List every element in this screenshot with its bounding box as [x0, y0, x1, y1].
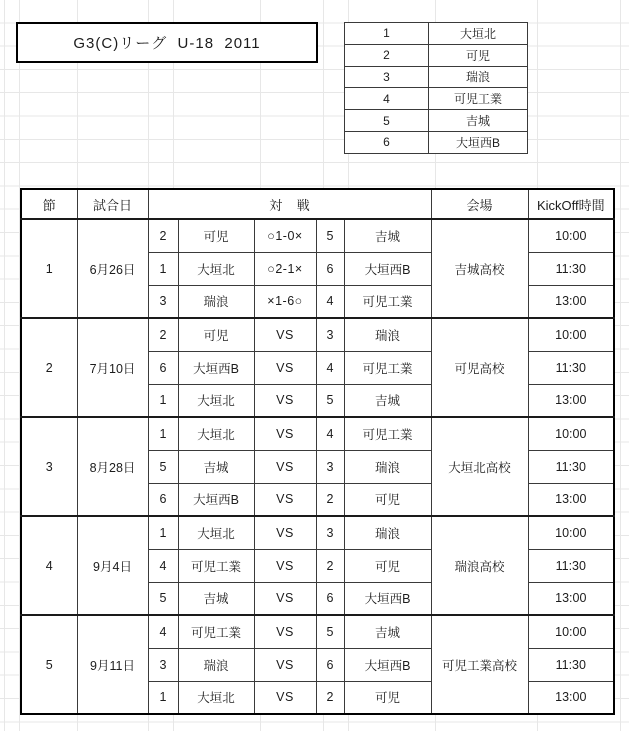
league-title-box [16, 22, 318, 63]
match-result: ○2-1× [254, 252, 316, 285]
match-result: ○1-0× [254, 219, 316, 252]
team-list-table [344, 22, 528, 154]
home-team-number: 1 [148, 681, 178, 714]
away-team-number: 3 [316, 516, 344, 549]
header-kickoff: KickOff時間 [528, 189, 614, 219]
away-team-number: 4 [316, 417, 344, 450]
kickoff-time: 11:30 [528, 450, 614, 483]
round-number: 3 [21, 417, 77, 516]
schedule-table [20, 188, 615, 715]
kickoff-time: 13:00 [528, 285, 614, 318]
home-team-name: 可児 [178, 318, 254, 351]
away-team-number: 4 [316, 351, 344, 384]
match-result: VS [254, 615, 316, 648]
home-team-name: 大垣北 [178, 417, 254, 450]
home-team-number: 5 [148, 582, 178, 615]
home-team-number: 6 [148, 483, 178, 516]
home-team-name: 大垣北 [178, 252, 254, 285]
away-team-name: 可児 [344, 483, 431, 516]
home-team-number: 4 [148, 615, 178, 648]
match-result: VS [254, 417, 316, 450]
away-team-name: 吉城 [344, 219, 431, 252]
away-team-name: 大垣西B [344, 252, 431, 285]
venue: 可児高校 [431, 318, 528, 417]
away-team-name: 瑞浪 [344, 318, 431, 351]
match-row [21, 219, 614, 252]
round-number: 1 [21, 219, 77, 318]
home-team-name: 大垣北 [178, 384, 254, 417]
home-team-number: 1 [148, 516, 178, 549]
match-date: 6月26日 [77, 219, 148, 318]
team-number: 1 [345, 23, 429, 45]
team-name: 可児工業 [429, 88, 528, 110]
match-row [21, 318, 614, 351]
round-number: 4 [21, 516, 77, 615]
team-number: 5 [345, 110, 429, 132]
kickoff-time: 13:00 [528, 384, 614, 417]
team-row [345, 110, 528, 132]
header-venue: 会場 [431, 189, 528, 219]
match-date: 9月11日 [77, 615, 148, 714]
kickoff-time: 10:00 [528, 615, 614, 648]
home-team-name: 可児工業 [178, 615, 254, 648]
round-number: 5 [21, 615, 77, 714]
kickoff-time: 11:30 [528, 351, 614, 384]
match-result: VS [254, 516, 316, 549]
away-team-number: 2 [316, 549, 344, 582]
away-team-number: 6 [316, 648, 344, 681]
match-row [21, 516, 614, 549]
home-team-name: 瑞浪 [178, 648, 254, 681]
kickoff-time: 13:00 [528, 483, 614, 516]
away-team-name: 可児工業 [344, 417, 431, 450]
home-team-name: 吉城 [178, 582, 254, 615]
kickoff-time: 10:00 [528, 417, 614, 450]
kickoff-time: 10:00 [528, 318, 614, 351]
away-team-name: 瑞浪 [344, 516, 431, 549]
away-team-number: 2 [316, 681, 344, 714]
home-team-number: 4 [148, 549, 178, 582]
schedule-header-row [21, 189, 614, 219]
home-team-name: 大垣北 [178, 681, 254, 714]
header-round: 節 [21, 189, 77, 219]
league-title: G3(C)リーグ U-18 2011 [73, 35, 261, 52]
away-team-number: 2 [316, 483, 344, 516]
kickoff-time: 13:00 [528, 681, 614, 714]
match-result: VS [254, 681, 316, 714]
away-team-number: 5 [316, 384, 344, 417]
home-team-name: 大垣西B [178, 351, 254, 384]
away-team-number: 3 [316, 450, 344, 483]
home-team-name: 大垣北 [178, 516, 254, 549]
away-team-name: 可児 [344, 681, 431, 714]
home-team-name: 可児工業 [178, 549, 254, 582]
team-name: 吉城 [429, 110, 528, 132]
away-team-number: 3 [316, 318, 344, 351]
home-team-name: 可児 [178, 219, 254, 252]
away-team-name: 大垣西B [344, 582, 431, 615]
match-result: VS [254, 582, 316, 615]
home-team-number: 2 [148, 318, 178, 351]
away-team-number: 5 [316, 219, 344, 252]
match-result: VS [254, 648, 316, 681]
match-result: ×1-6○ [254, 285, 316, 318]
home-team-number: 1 [148, 252, 178, 285]
away-team-name: 瑞浪 [344, 450, 431, 483]
round-number: 2 [21, 318, 77, 417]
venue: 瑞浪高校 [431, 516, 528, 615]
team-number: 2 [345, 44, 429, 66]
home-team-number: 6 [148, 351, 178, 384]
away-team-number: 5 [316, 615, 344, 648]
match-result: VS [254, 450, 316, 483]
match-date: 7月10日 [77, 318, 148, 417]
match-row [21, 417, 614, 450]
kickoff-time: 13:00 [528, 582, 614, 615]
match-result: VS [254, 318, 316, 351]
team-name: 大垣北 [429, 23, 528, 45]
home-team-number: 5 [148, 450, 178, 483]
away-team-number: 4 [316, 285, 344, 318]
kickoff-time: 11:30 [528, 549, 614, 582]
team-row [345, 131, 528, 153]
away-team-name: 可児 [344, 549, 431, 582]
team-number: 6 [345, 131, 429, 153]
venue: 大垣北高校 [431, 417, 528, 516]
home-team-name: 瑞浪 [178, 285, 254, 318]
match-result: VS [254, 483, 316, 516]
team-row [345, 44, 528, 66]
away-team-number: 6 [316, 582, 344, 615]
away-team-name: 可児工業 [344, 285, 431, 318]
match-result: VS [254, 549, 316, 582]
match-row [21, 615, 614, 648]
home-team-number: 3 [148, 648, 178, 681]
away-team-name: 大垣西B [344, 648, 431, 681]
home-team-number: 3 [148, 285, 178, 318]
home-team-number: 1 [148, 417, 178, 450]
team-row [345, 66, 528, 88]
kickoff-time: 11:30 [528, 648, 614, 681]
venue: 吉城高校 [431, 219, 528, 318]
away-team-name: 可児工業 [344, 351, 431, 384]
team-name: 可児 [429, 44, 528, 66]
header-match: 対 戦 [148, 189, 431, 219]
home-team-name: 大垣西B [178, 483, 254, 516]
home-team-name: 吉城 [178, 450, 254, 483]
home-team-number: 1 [148, 384, 178, 417]
team-row [345, 23, 528, 45]
away-team-number: 6 [316, 252, 344, 285]
team-number: 4 [345, 88, 429, 110]
away-team-name: 吉城 [344, 384, 431, 417]
team-name: 瑞浪 [429, 66, 528, 88]
match-date: 9月4日 [77, 516, 148, 615]
kickoff-time: 11:30 [528, 252, 614, 285]
home-team-number: 2 [148, 219, 178, 252]
team-row [345, 88, 528, 110]
header-date: 試合日 [77, 189, 148, 219]
match-date: 8月28日 [77, 417, 148, 516]
match-result: VS [254, 351, 316, 384]
away-team-name: 吉城 [344, 615, 431, 648]
team-number: 3 [345, 66, 429, 88]
kickoff-time: 10:00 [528, 219, 614, 252]
venue: 可児工業高校 [431, 615, 528, 714]
kickoff-time: 10:00 [528, 516, 614, 549]
match-result: VS [254, 384, 316, 417]
team-name: 大垣西B [429, 131, 528, 153]
